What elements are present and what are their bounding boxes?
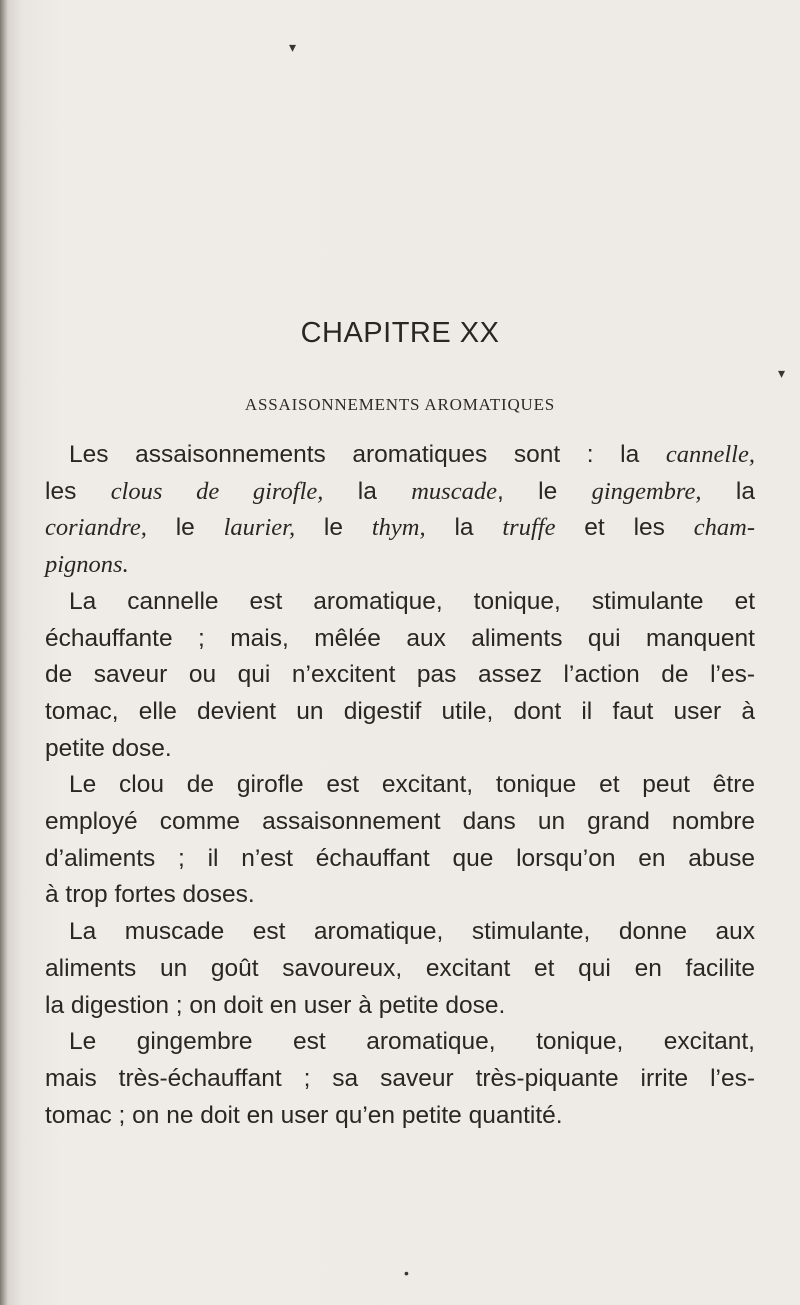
text-line: mais très-échauffant ; sa saveur très-piquante irrite l’es- — [45, 1064, 755, 1092]
text-line: Le clou de girofle est excitant, tonique et peut être — [69, 771, 755, 799]
text-line: la digestion ; on doit en user à petite dose. — [45, 991, 506, 1019]
paragraph-gingembre — [45, 1024, 755, 1134]
paper-speck-icon: ▾ — [778, 365, 786, 381]
section-title: ASSAISONNEMENTS AROMATIQUES — [244, 395, 556, 414]
text-line: aliments un goût savoureux, excitant et qui en facilite — [45, 954, 755, 982]
paragraph-girofle — [45, 767, 755, 914]
text-line: pignons. — [45, 551, 129, 579]
paper-speck-icon: ▾ — [289, 39, 297, 55]
text-line: petite dose. — [45, 734, 172, 762]
text-line: Les assaisonnements aromatiques sont : la cannelle, — [69, 441, 755, 468]
text-line: tomac, elle devient un digestif utile, dont il faut user à — [45, 697, 755, 725]
body-text — [45, 437, 755, 1134]
text-line: Le gingembre est aromatique, tonique, excitant, — [69, 1028, 755, 1056]
text-line: d’aliments ; il n’est échauffant que lorsqu’on en abuse — [45, 844, 755, 872]
text-line: employé comme assaisonnement dans un grand nombre — [45, 808, 755, 836]
text-line: tomac ; on ne doit en user qu’en petite quantité. — [45, 1101, 563, 1129]
chapter-title: CHAPITRE XX — [300, 317, 500, 349]
paragraph-muscade — [45, 914, 755, 1024]
text-line: La muscade est aromatique, stimulante, donne aux — [69, 918, 755, 946]
text-line: les clous de girofle, la muscade, le gingembre, la — [45, 477, 755, 505]
paragraph-intro — [45, 437, 755, 584]
text-line: La cannelle est aromatique, tonique, stimulante et — [69, 587, 755, 615]
paper-speck-icon: • — [404, 1265, 409, 1281]
text-line: de saveur ou qui n’excitent pas assez l’action de l’es- — [45, 661, 755, 689]
page-spine-shadow — [0, 0, 8, 1305]
text-line: à trop fortes doses. — [45, 881, 255, 909]
text-line: coriandre, le laurier, le thym, la truffe et les cham- — [45, 514, 755, 542]
text-line: échauffante ; mais, mêlée aux aliments qui manquent — [45, 624, 755, 652]
paragraph-cannelle — [45, 584, 755, 768]
